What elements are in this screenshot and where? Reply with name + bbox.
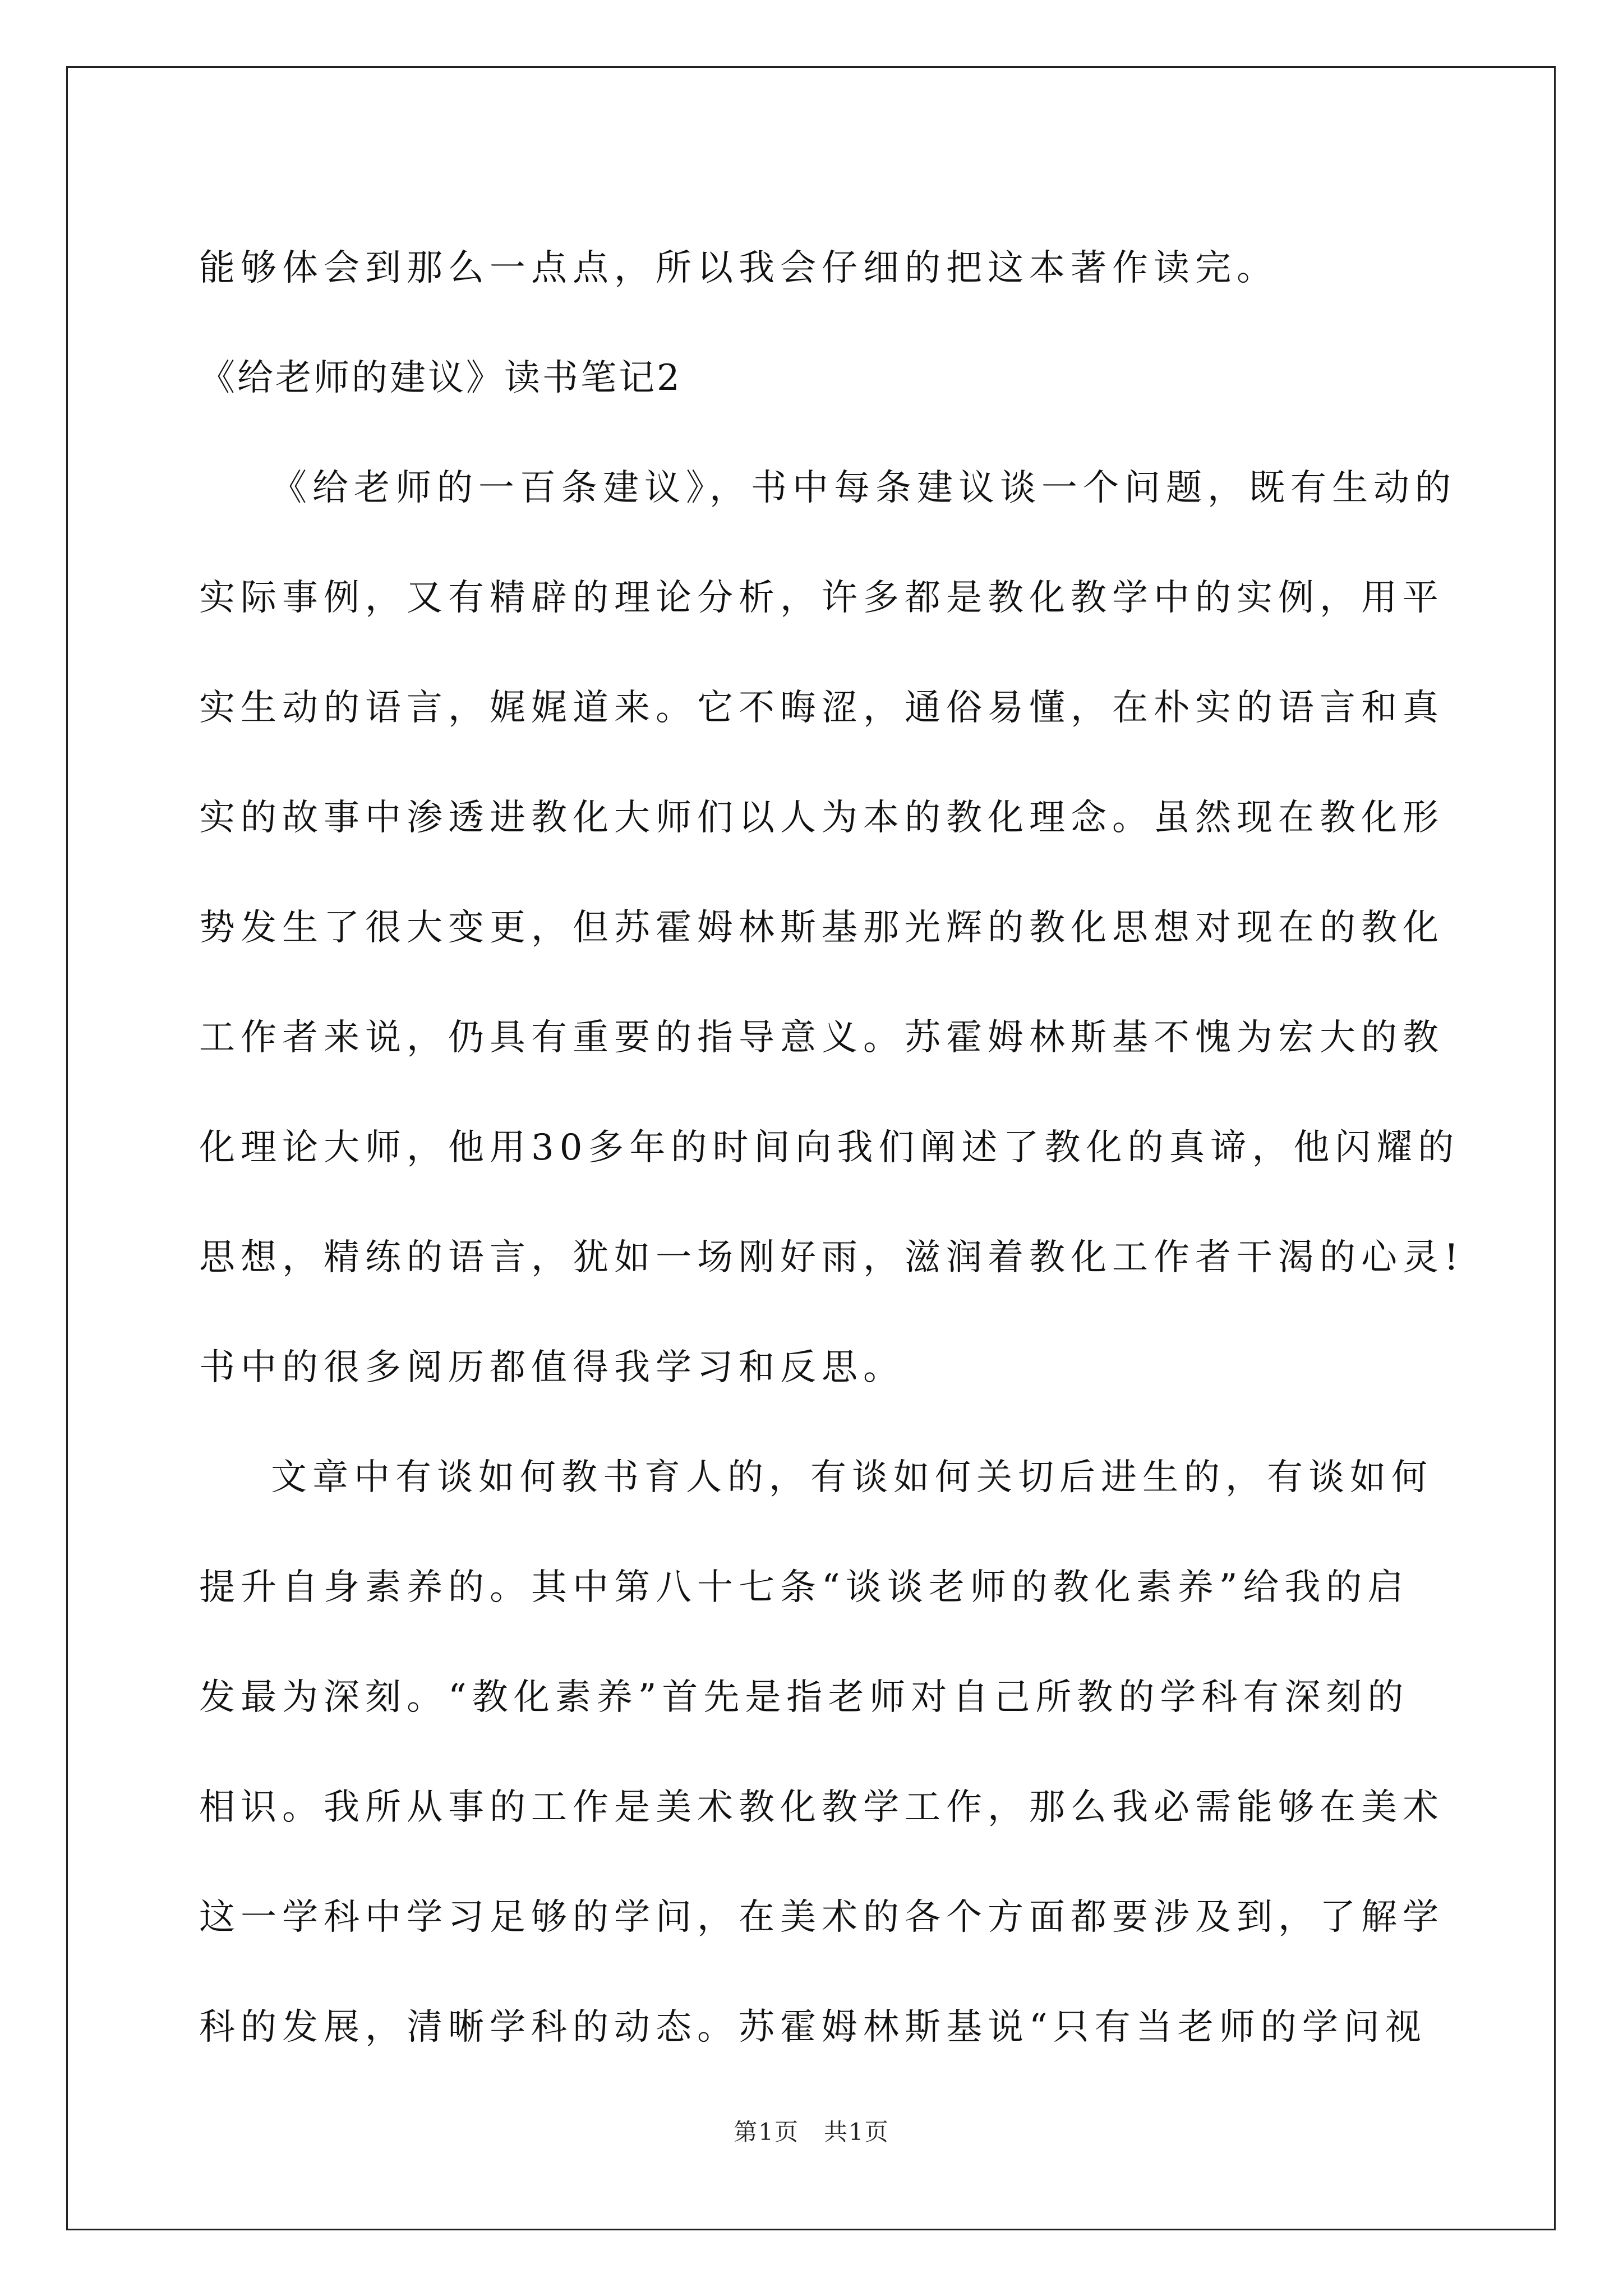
paragraph-line: 思想，精练的语言，犹如一场刚好雨，滋润着教化工作者干渴的心灵! bbox=[199, 1237, 1464, 1278]
paragraph-line: 提升自身素养的。其中第八十七条“谈谈老师的教化素养”给我的启 bbox=[199, 1567, 1409, 1608]
paragraph-line: 相识。我所从事的工作是美术教化教学工作，那么我必需能够在美术 bbox=[199, 1787, 1444, 1828]
document-body bbox=[199, 213, 1464, 2082]
paragraph-line: 势发生了很大变更，但苏霍姆林斯基那光辉的教化思想对现在的教化 bbox=[199, 907, 1444, 949]
paragraph-line: 实的故事中渗透进教化大师们以人为本的教化理念。虽然现在教化形 bbox=[199, 797, 1444, 839]
paragraph-line: 《给老师的一百条建议》，书中每条建议谈一个问题，既有生动的 bbox=[271, 467, 1456, 509]
paragraph-line: 书中的很多阅历都值得我学习和反思。 bbox=[199, 1347, 905, 1388]
paragraph-line: 科的发展，清晰学科的动态。苏霍姆林斯基说“只有当老师的学问视 bbox=[199, 2007, 1427, 2048]
paragraph-line: 发最为深刻。“教化素养”首先是指老师对自己所教的学科有深刻的 bbox=[199, 1677, 1409, 1718]
paragraph-line: 实生动的语言，娓娓道来。它不晦涩，通俗易懂，在朴实的语言和真 bbox=[199, 687, 1444, 729]
paragraph-line: 文章中有谈如何教书育人的，有谈如何关切后进生的，有谈如何 bbox=[271, 1457, 1433, 1498]
paragraph-line: 这一学科中学习足够的学问，在美术的各个方面都要涉及到，了解学 bbox=[199, 1897, 1444, 1938]
page-footer: 第1页 共1页 bbox=[734, 2118, 889, 2146]
section-heading: 《给老师的建议》读书笔记2 bbox=[199, 357, 682, 399]
paragraph-line: 实际事例，又有精辟的理论分析，许多都是教化教学中的实例，用平 bbox=[199, 577, 1444, 619]
paragraph-line: 化理论大师，他用30多年的时间向我们阐述了教化的真谛，他闪耀的 bbox=[199, 1127, 1460, 1168]
paragraph-line: 能够体会到那么一点点，所以我会仔细的把这本著作读完。 bbox=[199, 247, 1278, 289]
paragraph-line: 工作者来说，仍具有重要的指导意义。苏霍姆林斯基不愧为宏大的教 bbox=[199, 1017, 1444, 1059]
